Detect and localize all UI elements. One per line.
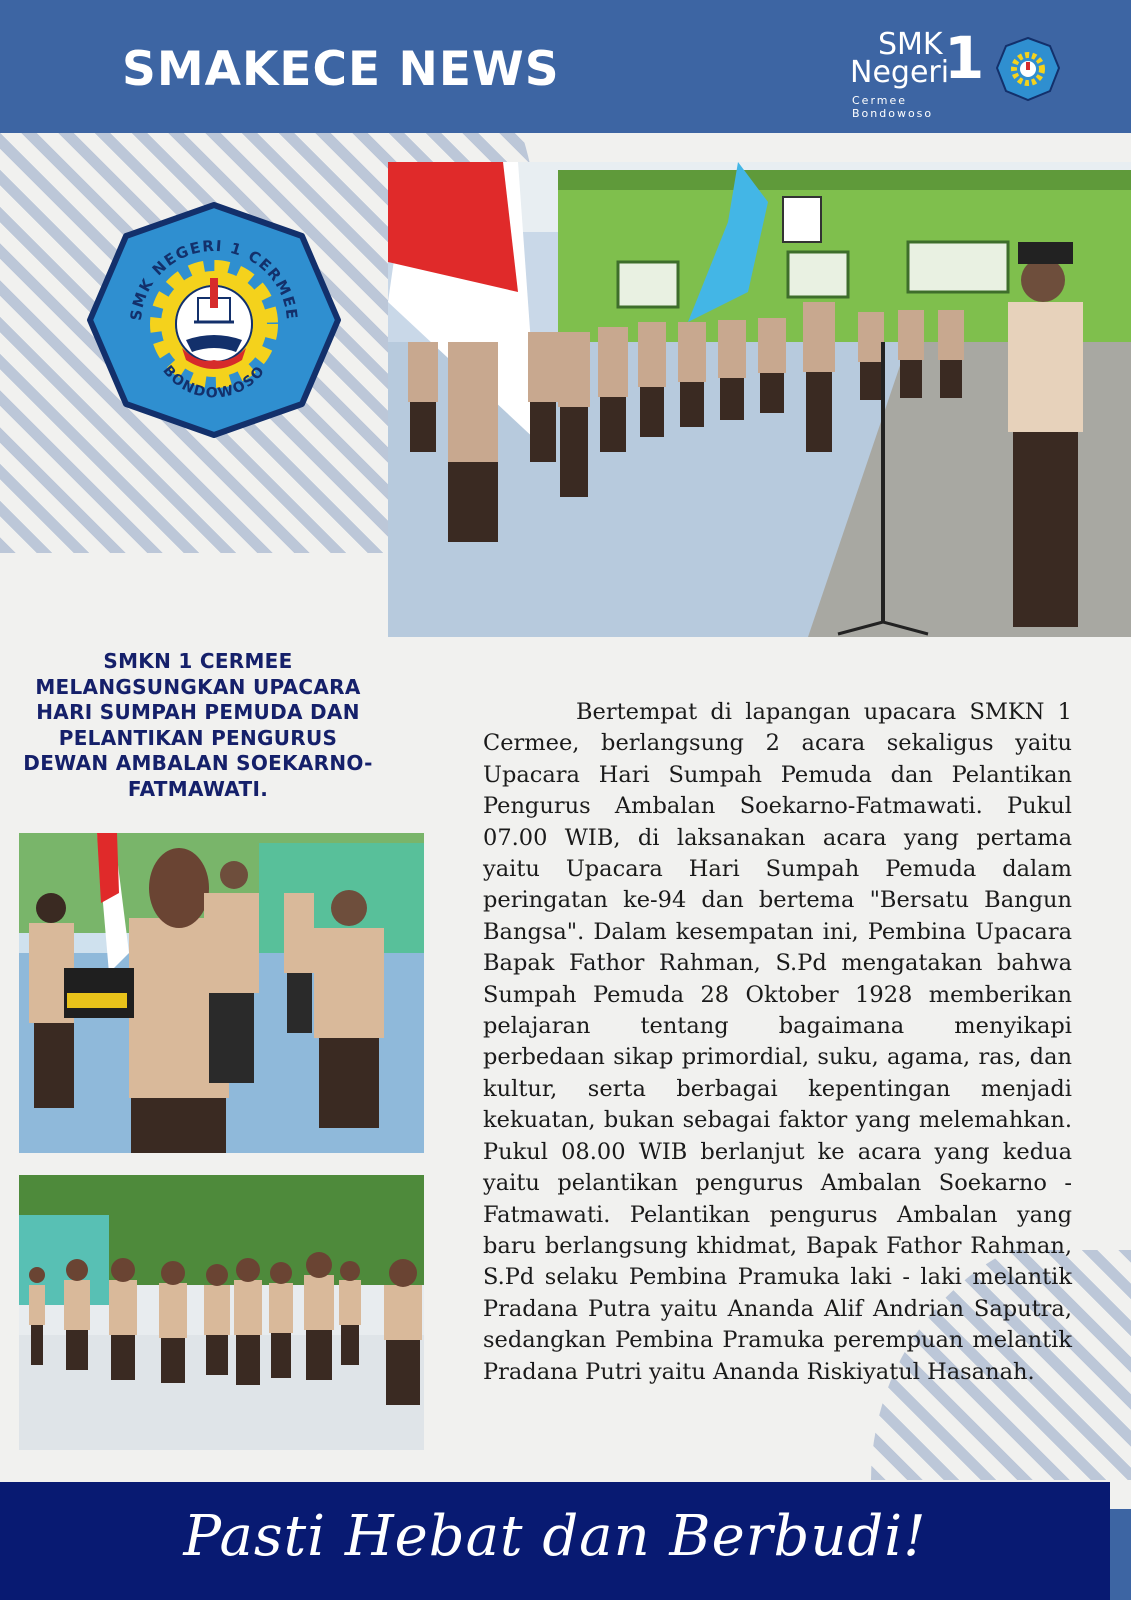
brand-subtitle: Cermee Bondowoso bbox=[852, 94, 934, 120]
article-body: Bertempat di lapangan upacara SMKN 1 Cermee, berlangsung 2 acara sekaligus yaitu Upacara Hari Sumpah Pemuda dan Pelantikan Pengurus Ambalan Soekarno-Fatmawati. Pukul 07.00 WIB, di laksanakan acara yang pertama yaitu Upacara Hari Sumpah Pemuda dalam peringatan ke-94 dan bertema "Bersatu Bangun Bangsa". Dalam kesempatan ini, Pembina Upacara Bapak Fathor Rahman, S.Pd mengatakan bahwa Sumpah Pemuda 28 Oktober 1928 memberikan pelajaran tentang bagaimana menyikapi perbedaan sikap primordial, suku, agama, ras, dan kultur, serta berbagai kepentingan menjadi kekuatan, bukan sebagai faktor yang melemahkan. Pukul 08.00 WIB berlanjut ke acara yang kedua yaitu pelantikan pengurus Ambalan Soekarno - Fatmawati. Pelantikan pengurus Ambalan yang baru berlangsung khidmat, Bapak Fathor Rahman, S.Pd selaku Pembina Pramuka laki - laki melantik Pradana Putra yaitu Ananda Alif Andrian Saputra, sedangkan Pembina Pramuka perempuan melantik Pradana Putri yaitu Ananda Riskiyatul Hasanah. bbox=[483, 699, 1072, 1385]
brand-numeral: 1 bbox=[944, 24, 985, 92]
ceremony-photo-inauguration bbox=[19, 833, 424, 1153]
footer-tagline: Pasti Hebat dan Berbudi! bbox=[183, 1504, 927, 1569]
article-headline: SMKN 1 CERMEE MELANGSUNGKAN UPACARA HARI SUMPAH PEMUDA DAN PELANTIKAN PENGURUS DEWAN AMBALAN SOEKARNO-FATMAWATI. bbox=[23, 649, 373, 801]
ceremony-photo-main bbox=[388, 162, 1131, 637]
ceremony-photo-formation bbox=[19, 1175, 424, 1450]
site-title: SMAKECE NEWS bbox=[122, 42, 560, 97]
school-seal-icon bbox=[995, 36, 1061, 102]
logo-top-text: SMK NEGERI 1 CERMEE bbox=[126, 236, 302, 322]
brand-line2: Negeri bbox=[850, 55, 950, 90]
school-logo bbox=[86, 202, 342, 438]
logo-bottom-text: BONDOWOSO bbox=[159, 362, 269, 402]
footer-bar bbox=[0, 1482, 1110, 1600]
footer-accent bbox=[1110, 1509, 1131, 1600]
header-bar bbox=[0, 0, 1131, 133]
brand-line1: SMK bbox=[878, 27, 943, 62]
brand-wordmark bbox=[850, 24, 990, 120]
